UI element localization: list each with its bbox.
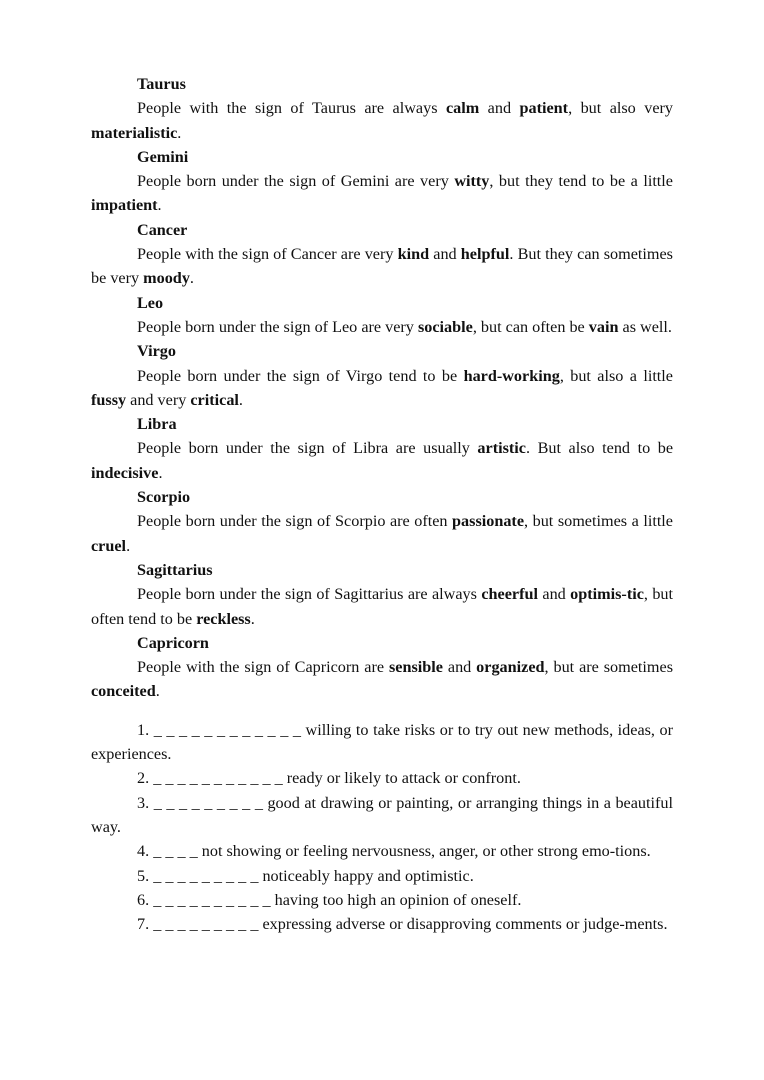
sign-heading: Leo	[137, 293, 164, 312]
description-text: and very	[126, 390, 191, 409]
sign-heading: Virgo	[137, 342, 176, 361]
trait-keyword: impatient	[91, 196, 158, 215]
trait-keyword: helpful	[460, 245, 510, 264]
sign-heading: Taurus	[137, 75, 186, 93]
trait-keyword: kind	[397, 245, 430, 264]
definition-text: having too high an opinion of oneself.	[274, 890, 522, 909]
exercise-item	[91, 791, 673, 840]
sign-description	[91, 655, 673, 704]
trait-keyword: organized	[476, 658, 545, 677]
sign-heading: Libra	[137, 415, 177, 434]
description-text: .	[157, 196, 162, 215]
description-text: People born under the sign of Gemini are very	[137, 172, 455, 191]
trait-keyword: passionate	[452, 512, 525, 531]
trait-keyword: calm	[445, 99, 480, 118]
trait-keyword: moody	[143, 269, 190, 288]
description-text: and	[479, 99, 520, 118]
trait-keyword: sensible	[388, 658, 443, 677]
sign-heading: Cancer	[137, 220, 188, 239]
description-text: .	[177, 123, 182, 142]
sign-description	[91, 242, 673, 291]
description-text: People with the sign of Capricorn are	[137, 658, 389, 677]
exercise-number: 5.	[137, 866, 150, 885]
exercise-number: 7.	[137, 915, 150, 934]
description-text: People born under the sign of Scorpio are often	[137, 512, 453, 531]
description-text: People born under the sign of Libra are usually	[137, 439, 478, 458]
sign-description	[91, 582, 673, 631]
description-text: , but sometimes a little	[524, 512, 673, 531]
exercise-number: 2.	[137, 769, 150, 788]
definition-text: good at drawing or painting, or arranging things in a beautiful way.	[91, 793, 673, 836]
description-text: , but they tend to be a little	[489, 172, 673, 191]
answer-blank[interactable]: _ _ _ _	[153, 842, 198, 861]
description-text: . But also tend to be	[525, 439, 674, 458]
description-text: , but are sometimes	[544, 658, 673, 677]
description-text: and	[442, 658, 477, 677]
exercise-number: 3.	[137, 793, 150, 812]
answer-blank[interactable]: _ _ _ _ _ _ _ _ _	[153, 915, 259, 934]
sign-description	[91, 436, 673, 485]
exercise-item	[91, 864, 673, 888]
sign-heading: Gemini	[137, 147, 189, 166]
trait-keyword: patient	[519, 99, 569, 118]
sign-heading: Scorpio	[137, 488, 191, 507]
description-text: .	[250, 609, 255, 628]
definition-text: noticeably happy and optimistic.	[262, 866, 474, 885]
definition-text: expressing adverse or disapproving comments or judge-ments.	[262, 915, 668, 934]
trait-keyword: hard-working	[463, 366, 560, 385]
description-text: .	[126, 536, 131, 555]
definition-text: willing to take risks or to try out new methods, ideas, or experiences.	[91, 720, 674, 764]
sign-description	[91, 169, 673, 218]
answer-blank[interactable]: _ _ _ _ _ _ _ _ _	[153, 866, 259, 885]
trait-keyword: vain	[588, 317, 619, 336]
sign-description	[91, 315, 673, 339]
description-text: .	[158, 463, 163, 482]
trait-keyword: materialistic	[91, 123, 178, 142]
trait-keyword: indecisive	[91, 463, 159, 482]
trait-keyword: critical	[190, 390, 239, 409]
exercise-item	[91, 839, 673, 863]
zodiac-sign-list	[91, 72, 673, 704]
trait-keyword: conceited	[91, 682, 156, 701]
definition-text: ready or likely to attack or confront.	[286, 769, 521, 788]
answer-blank[interactable]: _ _ _ _ _ _ _ _ _ _ _ _	[153, 720, 301, 739]
description-text: . But they can sometimes be very	[91, 245, 673, 288]
trait-keyword: sociable	[417, 317, 473, 336]
description-text: People born under the sign of Sagittarius are always	[137, 585, 482, 604]
trait-keyword: reckless	[196, 609, 251, 628]
answer-blank[interactable]: _ _ _ _ _ _ _ _ _ _ _	[153, 769, 283, 788]
trait-keyword: artistic	[477, 439, 526, 458]
sign-description	[91, 364, 673, 413]
definition-text: not showing or feeling nervousness, anger, or other strong emo-tions.	[201, 842, 651, 861]
sign-description	[91, 509, 673, 558]
exercise-number: 6.	[137, 890, 150, 909]
trait-keyword: cruel	[91, 536, 127, 555]
sign-heading: Sagittarius	[137, 560, 213, 579]
description-text: People with the sign of Taurus are always	[137, 99, 446, 118]
answer-blank[interactable]: _ _ _ _ _ _ _ _ _ _	[153, 890, 271, 909]
sign-description	[91, 96, 673, 145]
description-text: as well.	[618, 317, 672, 336]
trait-keyword: cheerful	[481, 585, 538, 604]
trait-keyword: optimis-tic	[570, 585, 644, 604]
description-text: People born under the sign of Leo are very	[137, 317, 418, 336]
answer-blank[interactable]: _ _ _ _ _ _ _ _ _	[153, 793, 263, 812]
description-text: , but also very	[568, 99, 673, 118]
description-text: .	[238, 390, 243, 409]
sign-heading: Capricorn	[137, 633, 209, 652]
vocabulary-exercise-list	[91, 718, 673, 937]
section-gap	[91, 704, 673, 718]
exercise-item	[91, 912, 673, 936]
description-text: , but also a little	[559, 366, 673, 385]
trait-keyword: fussy	[91, 390, 127, 409]
description-text: and	[429, 245, 461, 264]
trait-keyword: witty	[454, 172, 490, 191]
exercise-number: 1.	[137, 720, 150, 739]
document-page	[91, 72, 673, 936]
description-text: and	[537, 585, 571, 604]
exercise-item	[91, 888, 673, 912]
description-text: People born under the sign of Virgo tend to be	[137, 366, 464, 385]
description-text: , but often tend to be	[91, 585, 674, 628]
description-text: , but can often be	[472, 317, 589, 336]
exercise-item	[91, 766, 673, 790]
description-text: .	[189, 269, 194, 288]
exercise-number: 4.	[137, 842, 150, 861]
exercise-item	[91, 718, 673, 767]
description-text: People with the sign of Cancer are very	[137, 245, 398, 264]
description-text: .	[155, 682, 160, 701]
